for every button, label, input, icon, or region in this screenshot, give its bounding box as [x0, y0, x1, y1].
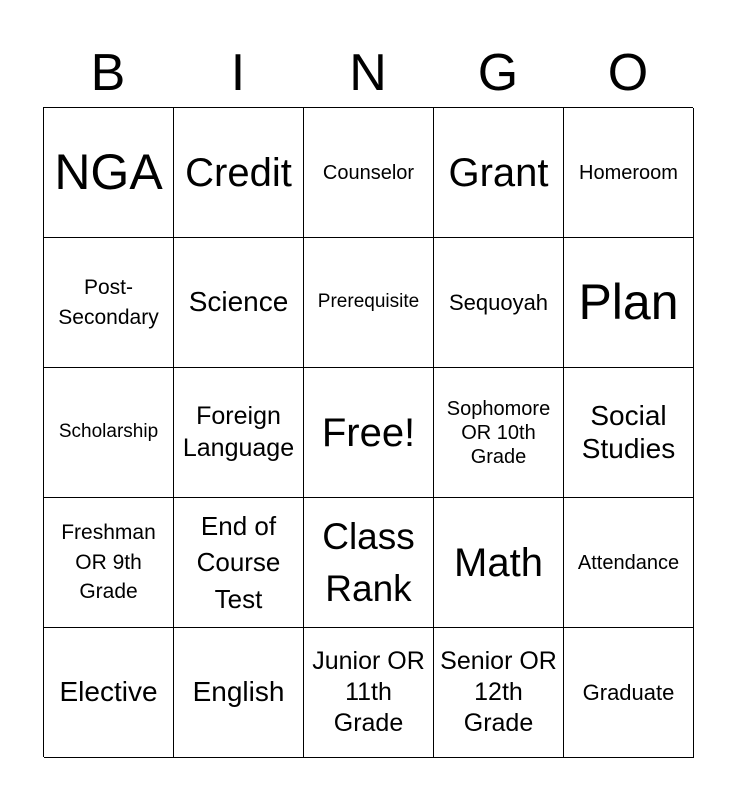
bingo-cell[interactable]	[564, 108, 694, 238]
cell-label: Scholarship	[58, 421, 159, 443]
bingo-cell[interactable]	[564, 498, 694, 628]
bingo-cell[interactable]	[434, 628, 564, 758]
bingo-cell[interactable]	[174, 628, 304, 758]
cell-label: Foreign Language	[182, 402, 295, 462]
bingo-cell[interactable]	[174, 238, 304, 368]
header-letter-g: G	[477, 44, 519, 102]
cell-label: English	[192, 676, 285, 708]
cell-label: Math	[454, 540, 543, 585]
cell-label: Plan	[578, 274, 679, 330]
cell-label: Social Studies	[581, 400, 676, 464]
bingo-cell[interactable]	[44, 108, 174, 238]
cell-label: Elective	[59, 676, 158, 708]
cell-label: Prerequisite	[317, 291, 420, 313]
cell-label: Senior OR 12th Grade	[440, 646, 557, 738]
cell-label: NGA	[54, 144, 163, 200]
cell-label: Counselor	[322, 161, 415, 184]
bingo-cell[interactable]	[174, 498, 304, 628]
header-letter-b: B	[90, 44, 126, 102]
cell-label: Science	[188, 286, 289, 318]
bingo-cell[interactable]	[44, 238, 174, 368]
cell-label: Attendance	[577, 551, 680, 574]
bingo-cell[interactable]	[304, 628, 434, 758]
bingo-cell[interactable]	[434, 368, 564, 498]
header-letter-i: I	[230, 44, 246, 102]
cell-label: Graduate	[582, 679, 675, 705]
cell-label: Sequoyah	[448, 289, 549, 315]
bingo-cell[interactable]	[564, 628, 694, 758]
bingo-cell[interactable]	[174, 368, 304, 498]
bingo-cell[interactable]	[434, 238, 564, 368]
bingo-cell[interactable]	[304, 498, 434, 628]
bingo-cell[interactable]	[434, 498, 564, 628]
cell-label: Sophomore OR 10th Grade	[446, 397, 551, 468]
bingo-cell[interactable]	[44, 498, 174, 628]
bingo-cell[interactable]	[304, 108, 434, 238]
bingo-card-grid	[43, 107, 693, 757]
bingo-cell[interactable]	[304, 238, 434, 368]
bingo-cell[interactable]	[174, 108, 304, 238]
header-letter-n: N	[349, 44, 387, 102]
cell-label: Post-Secondary	[58, 276, 159, 329]
cell-label: Homeroom	[579, 161, 678, 184]
bingo-cell[interactable]	[564, 368, 694, 498]
cell-label: Class Rank	[322, 515, 415, 609]
cell-label: Free!	[321, 410, 416, 455]
bingo-cell[interactable]	[44, 628, 174, 758]
cell-label: End of Course Test	[196, 510, 281, 614]
cell-label: Freshman OR 9th Grade	[61, 521, 156, 604]
cell-label: Grant	[448, 150, 549, 195]
bingo-cell[interactable]	[44, 368, 174, 498]
bingo-cell[interactable]	[434, 108, 564, 238]
cell-label: Junior OR 11th Grade	[312, 646, 425, 738]
bingo-cell[interactable]	[304, 368, 434, 498]
cell-label: Credit	[185, 150, 292, 195]
bingo-cell[interactable]	[564, 238, 694, 368]
bingo-header	[43, 40, 693, 106]
header-letter-o: O	[607, 44, 649, 102]
